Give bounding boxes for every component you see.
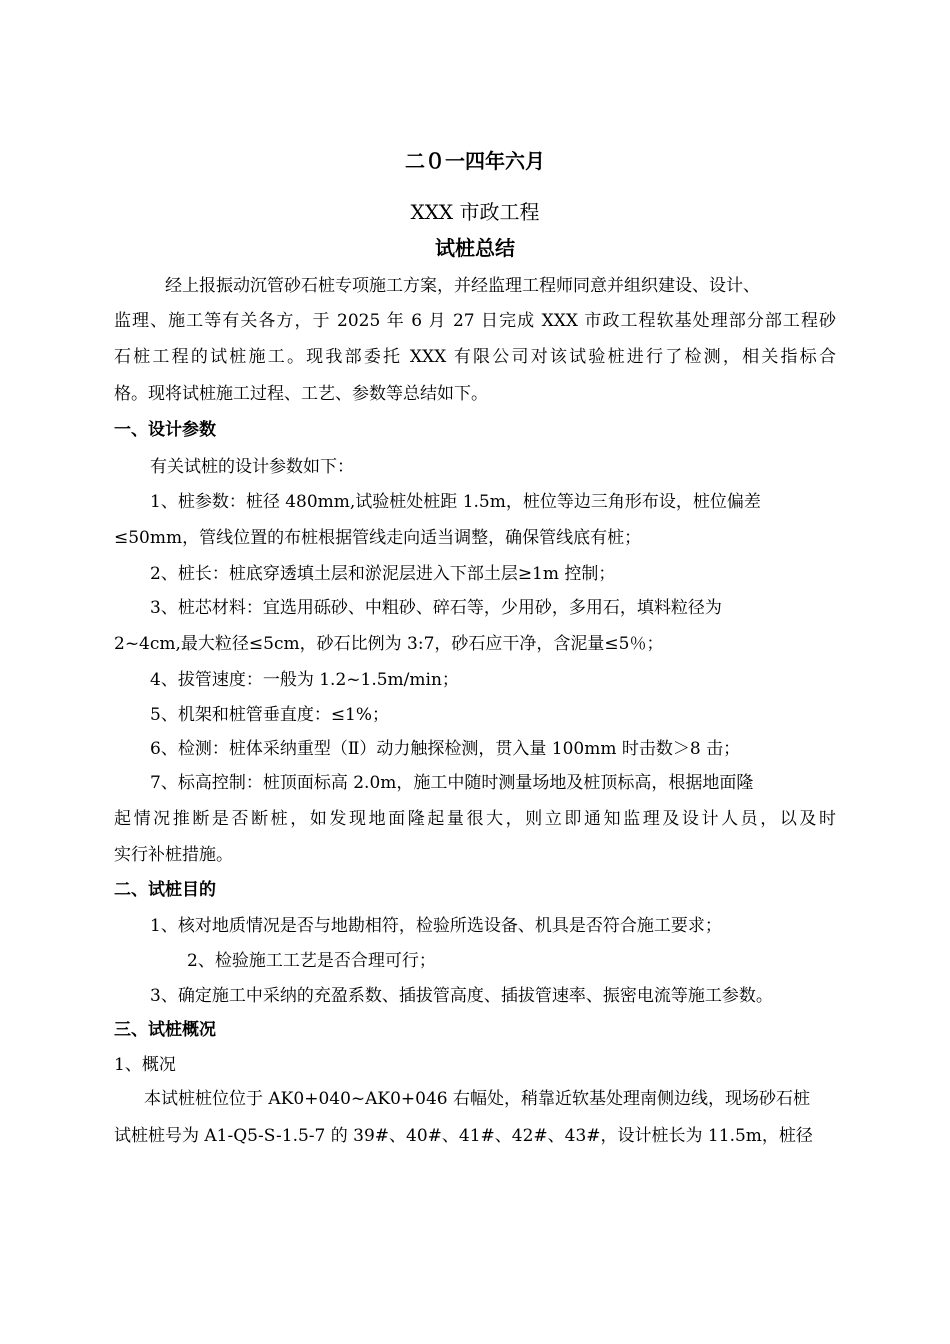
paragraph-line: 1、核对地质情况是否与地勘相符，检验所选设备、机具是否符合施工要求； [150, 916, 722, 936]
paragraph-line: 2、检验施工工艺是否合理可行； [187, 951, 436, 971]
paragraph-line: 5、机架和桩管垂直度：≤1%； [150, 705, 390, 725]
project-name: XXX 市政工程 [410, 200, 540, 224]
paragraph-line: 4、拔管速度：一般为 1.2~1.5m/min； [150, 670, 459, 690]
paragraph-line: 3、桩芯材料：宜选用砾砂、中粗砂、碎石等，少用砂，多用石，填料粒径为 [150, 598, 722, 618]
intro-line: 经上报振动沉管砂石桩专项施工方案，并经监理工程师同意并组织建设、设计、 [165, 276, 760, 296]
paragraph-line: 2、桩长：桩底穿透填土层和淤泥层进入下部土层≥1m 控制； [150, 564, 616, 584]
paragraph-line: 试桩桩号为 A1-Q5-S-1.5-7 的 39#、40#、41#、42#、43#，设计桩长为 11.5m，桩径 [114, 1126, 813, 1146]
intro-line: 格。现将试桩施工过程、工艺、参数等总结如下。 [114, 384, 488, 404]
paragraph-line: 7、标高控制：桩顶面标高 2.0m，施工中随时测量场地及桩顶标高，根据地面隆 [150, 773, 754, 793]
intro-line: 监理、施工等有关各方，于 2025 年 6 月 27 日完成 XXX 市政工程软基处理部分部工程砂 [114, 311, 836, 331]
document-title: 试桩总结 [435, 236, 515, 260]
intro-line: 石桩工程的试桩施工。现我部委托 XXX 有限公司对该试验桩进行了检测，相关指标合 [114, 347, 836, 367]
section-heading: 三、试桩概况 [114, 1020, 216, 1040]
paragraph-line: 3、确定施工中采纳的充盈系数、插拔管高度、插拔管速率、振密电流等施工参数。 [150, 986, 773, 1006]
paragraph-line: 2~4cm,最大粒径≤5cm，砂石比例为 3:7，砂石应干净，含泥量≤5％； [114, 634, 664, 654]
paragraph-line: 本试桩桩位位于 AK0+040~AK0+046 右幅处，稍靠近软基处理南侧边线，现场砂石桩 [144, 1089, 811, 1109]
paragraph-line: ≤50mm，管线位置的布桩根据管线走向适当调整，确保管线底有桩； [114, 528, 642, 548]
paragraph-line: 实行补桩措施。 [114, 845, 233, 865]
subsection-heading: 1、概况 [114, 1055, 176, 1075]
paragraph-line: 1、桩参数：桩径 480mm,试验桩处桩距 1.5m，桩位等边三角形布设，桩位偏差 [150, 492, 761, 512]
section-lead: 有关试桩的设计参数如下： [150, 457, 354, 477]
section-heading: 一、设计参数 [114, 420, 216, 440]
date-heading: 二０一四年六月 [405, 149, 545, 173]
paragraph-line: 6、检测：桩体采纳重型（Ⅱ）动力触探检测，贯入量 100mm 时击数＞8 击； [150, 739, 741, 759]
paragraph-line: 起情况推断是否断桩，如发现地面隆起量很大，则立即通知监理及设计人员，以及时 [114, 809, 836, 829]
section-heading: 二、试桩目的 [114, 880, 216, 900]
